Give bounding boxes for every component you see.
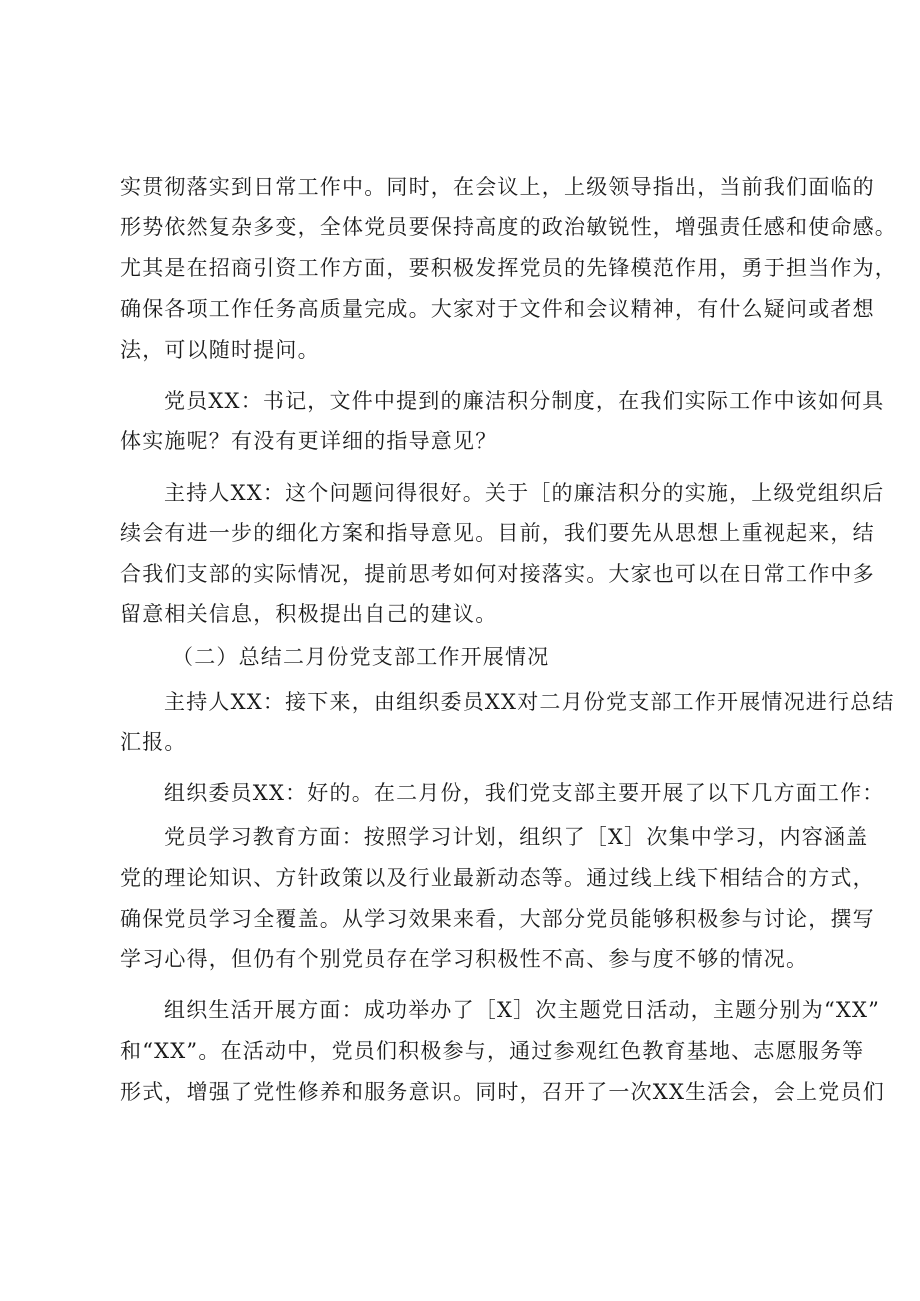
section-heading: （二）总结二月份党支部工作开展情况 — [172, 645, 550, 669]
paragraph-line: 组织委员XX：好的。在二月份，我们党支部主要开展了以下几方面工作： — [164, 781, 885, 805]
paragraph-line: 学习心得，但仍有个别党员存在学习积极性不高、参与度不够的情况。 — [120, 947, 809, 971]
paragraph-line: 组织生活开展方面：成功举办了［X］次主题党日活动，主题分别为“XX” — [164, 998, 881, 1022]
paragraph-line: 续会有进一步的细化方案和指导意见。目前，我们要先从思想上重视起来，结 — [120, 521, 875, 545]
paragraph-line: 党的理论知识、方针政策以及行业最新动态等。通过线上线下相结合的方式， — [120, 866, 875, 890]
paragraph-line: 尤其是在招商引资工作方面，要积极发挥党员的先锋模范作用，勇于担当作为， — [120, 256, 897, 280]
paragraph-line: 主持人XX：接下来，由组织委员XX对二月份党支部工作开展情况进行总结 — [164, 690, 895, 714]
paragraph-line: 党员学习教育方面：按照学习计划，组织了［X］次集中学习，内容涵盖 — [164, 825, 869, 849]
paragraph-line: 确保党员学习全覆盖。从学习效果来看，大部分党员能够积极参与讨论，撰写 — [120, 907, 875, 931]
paragraph-line: 确保各项工作任务高质量完成。大家对于文件和会议精神，有什么疑问或者想 — [120, 297, 875, 321]
paragraph-line: 合我们支部的实际情况，提前思考如何对接落实。大家也可以在日常工作中多 — [120, 562, 875, 586]
paragraph-line: 形势依然复杂多变，全体党员要保持高度的政治敏锐性，增强责任感和使命感。 — [120, 215, 897, 239]
paragraph-line: 形式，增强了党性修养和服务意识。同时，召开了一次XX生活会，会上党员们 — [120, 1080, 885, 1104]
paragraph-line: 党员XX：书记，文件中提到的廉洁积分制度，在我们实际工作中该如何具 — [164, 389, 885, 413]
paragraph-line: 体实施呢？有没有更详细的指导意见？ — [120, 429, 498, 453]
paragraph-line: 汇报。 — [120, 730, 187, 754]
paragraph-line: 法，可以随时提问。 — [120, 338, 320, 362]
paragraph-line: 主持人XX：这个问题问得很好。关于［的廉洁积分的实施，上级党组织后 — [164, 481, 885, 505]
paragraph-line: 实贯彻落实到日常工作中。同时，在会议上，上级领导指出，当前我们面临的 — [120, 175, 875, 199]
paragraph-line: 留意相关信息，积极提出自己的建议。 — [120, 602, 498, 626]
paragraph-line: 和“XX”。在活动中，党员们积极参与，通过参观红色教育基地、志愿服务等 — [120, 1039, 865, 1063]
